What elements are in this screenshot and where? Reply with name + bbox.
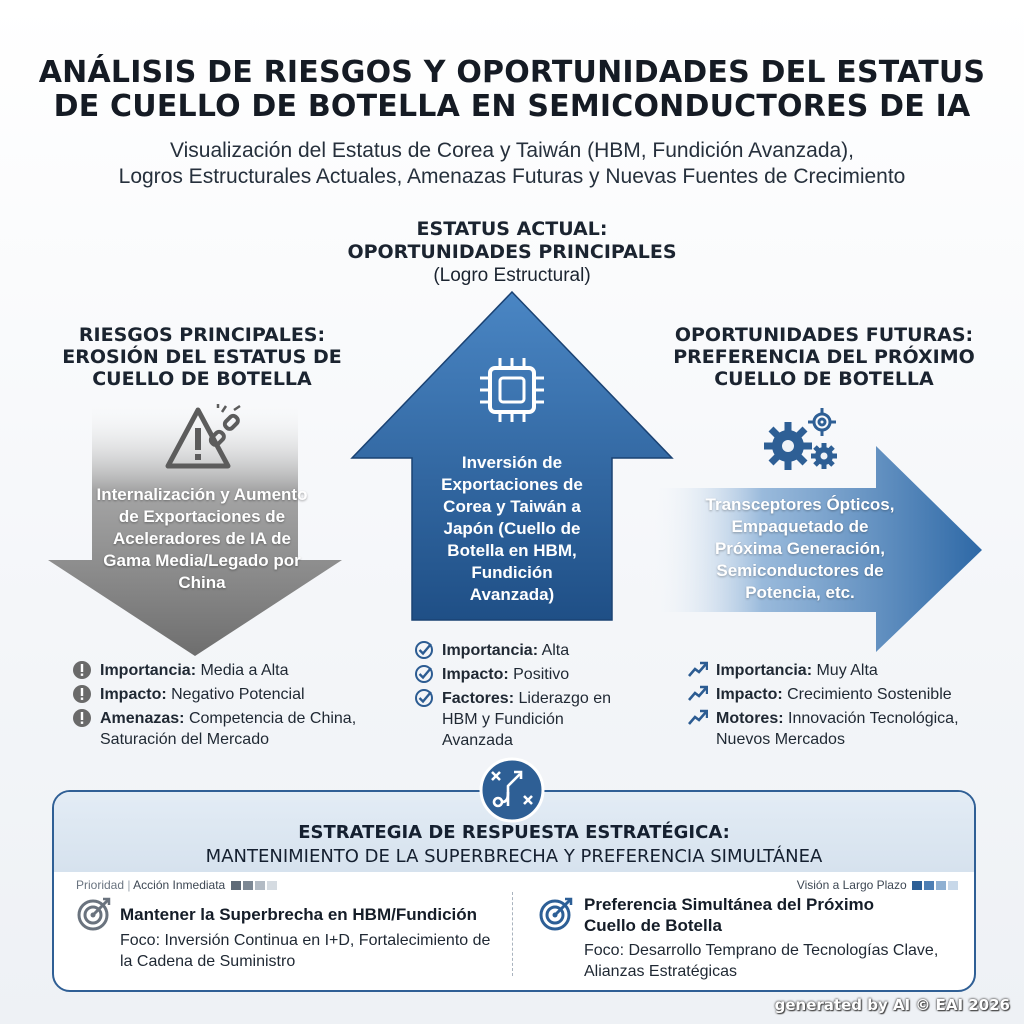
target-icon bbox=[538, 896, 574, 932]
bullet-value: Innovación Tecnológica, Nuevos Mercados bbox=[716, 710, 959, 748]
list-item bbox=[414, 688, 636, 751]
strategy-play-icon bbox=[478, 756, 546, 824]
exclamation-icon bbox=[72, 684, 92, 704]
scale-block bbox=[231, 881, 241, 890]
center-arrow-text: Inversión de Exportaciones de Corea y Taiwán a Japón (Cuello de Botella en HBM, Fundición Avanzada) bbox=[441, 453, 583, 604]
check-circle-icon bbox=[414, 664, 434, 684]
list-item bbox=[688, 684, 988, 705]
left-bullets bbox=[72, 660, 392, 753]
bullet-value: Negativo Potencial bbox=[171, 686, 305, 703]
long-term-label: Visión a Largo Plazo bbox=[796, 878, 907, 892]
chip-icon bbox=[476, 354, 548, 426]
bullet-label: Impacto: bbox=[100, 686, 167, 703]
scale-block bbox=[948, 881, 958, 890]
bullet-label: Importancia: bbox=[100, 662, 197, 679]
left-strategy-focus: Foco: Inversión Continua en I+D, Fortalecimiento de la Cadena de Suministro bbox=[120, 932, 491, 970]
title-line-2: DE CUELLO DE BOTELLA EN SEMICONDUCTORES DE IA bbox=[53, 89, 971, 124]
immediate-action-label: Acción Inmediata bbox=[133, 878, 226, 892]
check-circle-icon bbox=[414, 640, 434, 660]
bullet-label: Importancia: bbox=[716, 662, 813, 679]
bullet-value: Positivo bbox=[513, 666, 570, 683]
list-item bbox=[414, 664, 636, 685]
right-bullets bbox=[688, 660, 988, 753]
scale-block bbox=[255, 881, 265, 890]
center-bullets bbox=[414, 640, 636, 754]
list-item bbox=[688, 708, 988, 750]
bullet-label: Amenazas: bbox=[100, 710, 185, 727]
target-icon bbox=[76, 896, 112, 932]
bullet-label: Factores: bbox=[442, 690, 515, 707]
bullet-value: Media a Alta bbox=[200, 662, 289, 679]
right-heading-line-3: CUELLO DE BOTELLA bbox=[714, 368, 934, 390]
warning-broken-link-icon bbox=[164, 404, 248, 476]
list-item bbox=[414, 640, 636, 661]
bullet-label: Importancia: bbox=[442, 642, 539, 659]
trend-up-icon bbox=[688, 684, 708, 704]
bullet-value: Alta bbox=[541, 642, 570, 659]
scale-block bbox=[936, 881, 946, 890]
watermark: generated by AI © EAI 2026 bbox=[774, 996, 1010, 1014]
bullet-value: Muy Alta bbox=[816, 662, 878, 679]
scale-block bbox=[912, 881, 922, 890]
strategy-subtitle: MANTENIMIENTO DE LA SUPERBRECHA Y PREFERENCIA SIMULTÁNEA bbox=[205, 846, 823, 867]
bullet-value: Crecimiento Sostenible bbox=[787, 686, 952, 703]
subtitle-line-2: Logros Estructurales Actuales, Amenazas Futuras y Nuevas Fuentes de Crecimiento bbox=[118, 165, 906, 188]
bullet-label: Impacto: bbox=[716, 686, 783, 703]
bullet-label: Motores: bbox=[716, 710, 784, 727]
subtitle-line-1: Visualización del Estatus de Corea y Taiwán (HBM, Fundición Avanzada), bbox=[169, 139, 855, 162]
title-line-1: ANÁLISIS DE RIESGOS Y OPORTUNIDADES DEL ESTATUS bbox=[38, 55, 986, 90]
right-strategy-title: Preferencia Simultánea del Próximo Cuello de Botella bbox=[584, 895, 875, 935]
long-term-scale bbox=[797, 878, 958, 892]
left-arrow-text: Internalización y Aumento de Exportaciones de Aceleradores de IA de Gama Media/Legado por China bbox=[96, 485, 308, 592]
left-strategy-title: Mantener la Superbrecha en HBM/Fundición bbox=[120, 905, 478, 924]
center-heading-line-2: OPORTUNIDADES PRINCIPALES bbox=[347, 241, 677, 263]
list-item bbox=[72, 660, 392, 681]
list-item bbox=[72, 708, 392, 750]
left-heading-line-1: RIESGOS PRINCIPALES: bbox=[78, 324, 326, 346]
right-heading-line-1: OPORTUNIDADES FUTURAS: bbox=[674, 324, 974, 346]
left-heading-line-2: EROSIÓN DEL ESTATUS DE bbox=[62, 346, 342, 368]
center-heading-line-1: ESTATUS ACTUAL: bbox=[416, 218, 608, 240]
exclamation-icon bbox=[72, 708, 92, 728]
check-circle-icon bbox=[414, 688, 434, 708]
center-heading-note: (Logro Estructural) bbox=[433, 265, 591, 286]
right-strategy-focus: Foco: Desarrollo Temprano de Tecnologías Clave, Alianzas Estratégicas bbox=[584, 942, 939, 980]
list-item bbox=[72, 684, 392, 705]
right-heading-line-2: PREFERENCIA DEL PRÓXIMO bbox=[673, 346, 975, 368]
column-divider bbox=[512, 892, 513, 976]
gears-icon bbox=[762, 404, 846, 476]
bullet-value: Liderazgo en HBM y Fundición Avanzada bbox=[442, 690, 611, 749]
scale-block bbox=[243, 881, 253, 890]
bullet-label: Impacto: bbox=[442, 666, 509, 683]
trend-up-icon bbox=[688, 660, 708, 680]
priority-label: Prioridad bbox=[76, 878, 125, 892]
exclamation-icon bbox=[72, 660, 92, 680]
scale-block bbox=[924, 881, 934, 890]
list-item bbox=[688, 660, 988, 681]
priority-scale: Prioridad | Acción Inmediata bbox=[76, 878, 277, 892]
strategy-title: ESTRATEGIA DE RESPUESTA ESTRATÉGICA: bbox=[298, 822, 730, 843]
right-arrow-text: Transceptores Ópticos, Empaquetado de Próxima Generación, Semiconductores de Potencia, etc. bbox=[705, 495, 895, 602]
scale-block bbox=[267, 881, 277, 890]
left-heading-line-3: CUELLO DE BOTELLA bbox=[92, 368, 312, 390]
trend-up-icon bbox=[688, 708, 708, 728]
bullet-value: Competencia de China, Saturación del Mercado bbox=[100, 710, 357, 748]
